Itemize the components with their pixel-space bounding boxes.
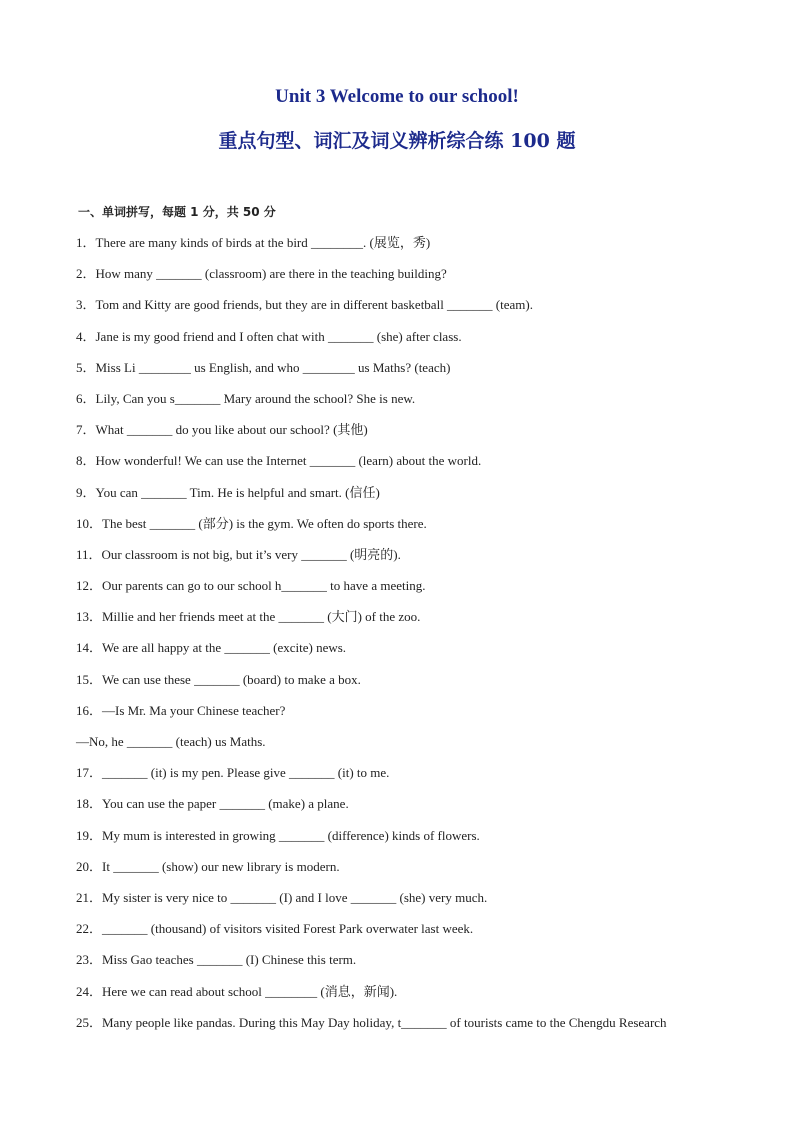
question-item: 13．Millie and her friends meet at the _______ (大门) of the zoo. [76,609,421,625]
question-item: 23．Miss Gao teaches _______ (I) Chinese this term. [76,952,357,968]
question-item: 19．My mum is interested in growing _______ (difference) kinds of flowers. [76,827,480,843]
question-item: 16．—Is Mr. Ma your Chinese teacher? [76,702,286,718]
question-item: 11．Our classroom is not big, but it’s very _______ (明亮的). [76,546,401,562]
question-item: 5．Miss Li ________ us English, and who ________ us Maths? (teach) [76,359,451,375]
question-item: 2．How many _______ (classroom) are there in the teaching building? [76,266,447,282]
question-item: 3．Tom and Kitty are good friends, but they are in different basketball _______ (team). [76,297,533,313]
section-heading: 一、单词拼写，每题 1 分，共 50 分 [78,205,276,219]
question-item: 9．You can _______ Tim. He is helpful and smart. (信任) [76,484,380,500]
question-item: 4．Jane is my good friend and I often chat with _______ (she) after class. [76,328,462,344]
question-item: 21．My sister is very nice to _______ (I) and I love _______ (she) very much. [76,889,488,905]
answer-line: —No, he _______ (teach) us Maths. [76,734,266,749]
document-title: Unit 3 Welcome to our school! [275,86,519,107]
question-item: 15．We can use these _______ (board) to make a box. [76,671,361,687]
question-item: 25．Many people like pandas. During this May Day holiday, t_______ of tourists came to the Chengdu Research [76,1014,667,1030]
question-item: 12．Our parents can go to our school h_______ to have a meeting. [76,578,426,594]
question-item: 17．_______ (it) is my pen. Please give _______ (it) to me. [76,765,390,781]
question-list [76,227,726,1038]
question-item: 18．You can use the paper _______ (make) a plane. [76,796,349,812]
question-item: 22．_______ (thousand) of visitors visited Forest Park overwater last week. [76,921,474,937]
question-item: 10．The best _______ (部分) is the gym. We often do sports there. [76,515,427,531]
question-item: 6．Lily, Can you s_______ Mary around the school? She is new. [76,390,416,406]
question-item: 7．What _______ do you like about our school? (其他) [76,422,368,438]
question-item: 24．Here we can read about school ________ (消息，新闻). [76,983,398,999]
question-item: 14．We are all happy at the _______ (excite) news. [76,640,347,656]
question-item: 20．It _______ (show) our new library is modern. [76,858,340,874]
document-subtitle: 重点句型、词汇及词义辨析综合练 100 题 [218,130,576,152]
question-item: 1．There are many kinds of birds at the bird ________. (展览，秀) [76,235,431,250]
question-item: 8．How wonderful! We can use the Internet _______ (learn) about the world. [76,453,482,469]
